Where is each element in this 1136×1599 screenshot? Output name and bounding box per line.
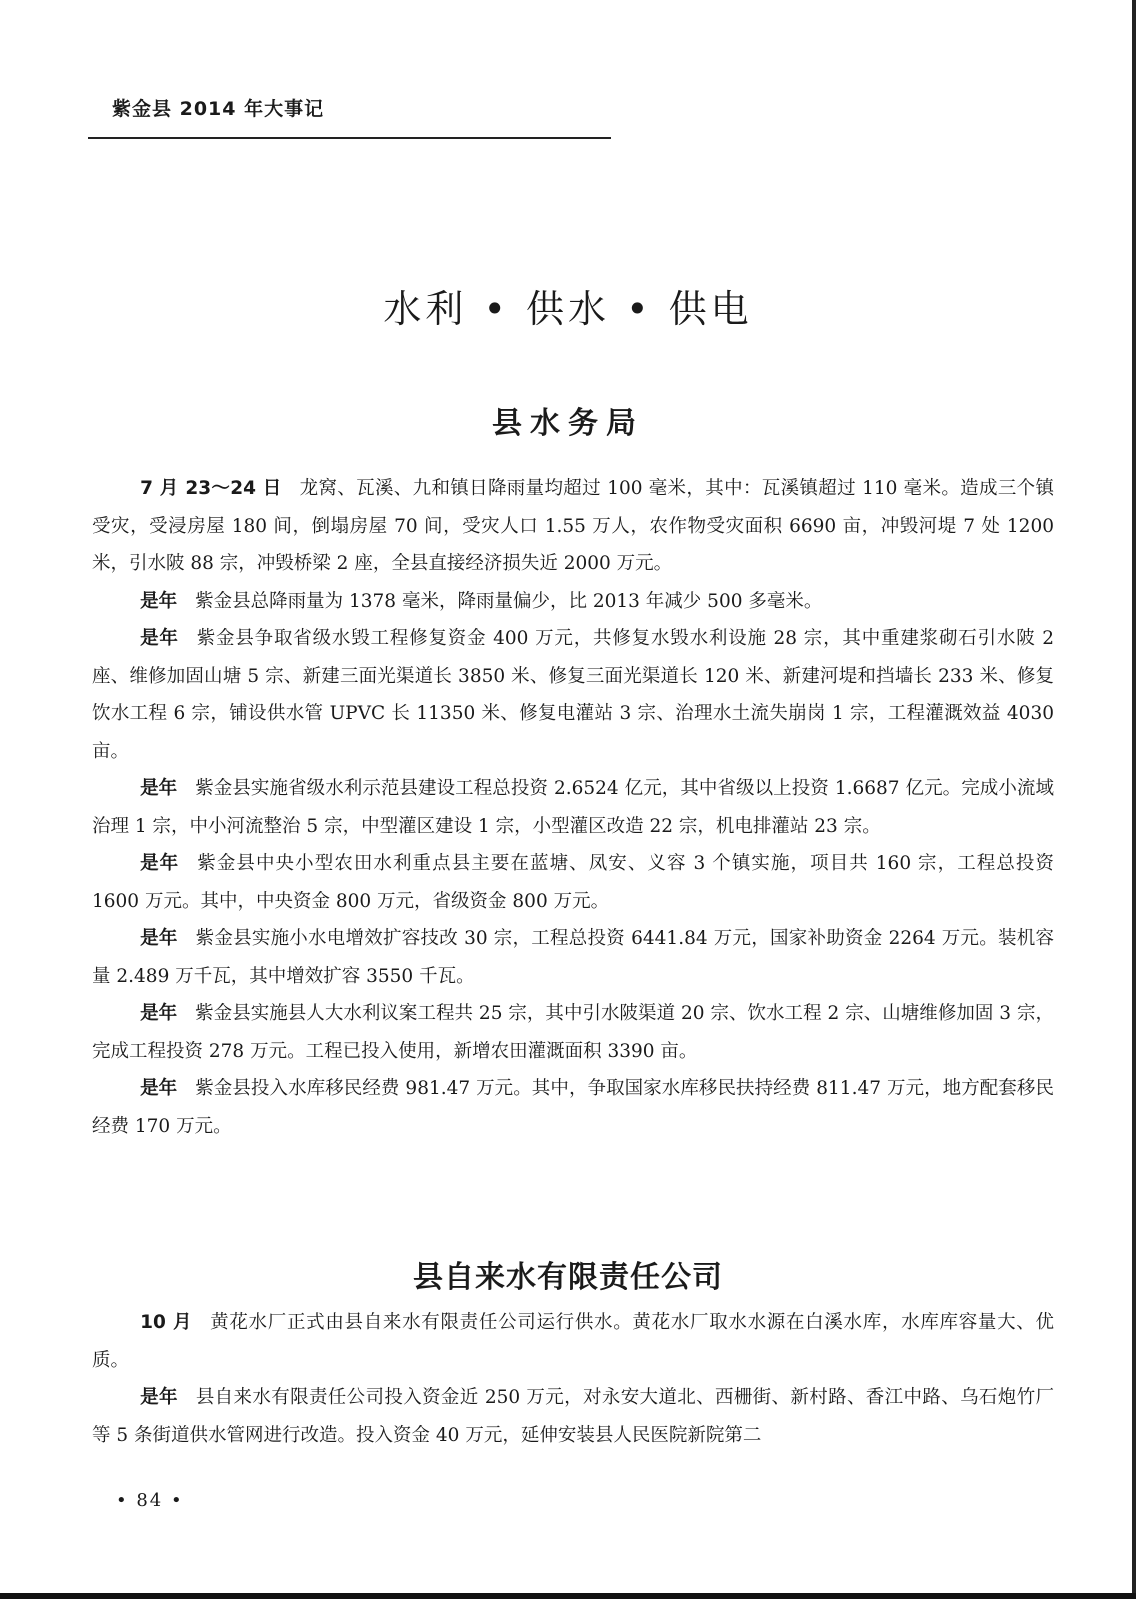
page-number: • 84 • — [116, 1490, 184, 1511]
entry-paragraph — [92, 995, 1054, 1070]
scan-edge-bottom — [0, 1593, 1136, 1599]
entry-date: 是年 — [140, 1078, 178, 1099]
entry-paragraph — [92, 583, 1054, 621]
entry-text: 紫金县实施小水电增效扩容技改 30 宗，工程总投资 6441.84 万元，国家补助资金 2264 万元。装机容量 2.489 万千瓦，其中增效扩容 3550 千瓦。 — [92, 928, 1054, 987]
entry-date: 是年 — [140, 1003, 178, 1024]
entry-text: 紫金县争取省级水毁工程修复资金 400 万元，共修复水毁水利设施 28 宗，其中重建浆砌石引水陂 2 座、维修加固山塘 5 宗、新建三面光渠道长 3850 米、修复三面光渠道长 120 米、新建河堤和挡墙长 233 米、修复饮水工程 6 宗，铺设供水管 UPVC 长 11350 米、修复电灌站 3 宗、治理水土流失崩岗 1 宗，工程灌溉效益 4030 亩。 — [92, 628, 1054, 762]
entry-paragraph — [92, 620, 1054, 770]
entry-text: 龙窝、瓦溪、九和镇日降雨量均超过 100 毫米，其中：瓦溪镇超过 110 毫米。造成三个镇受灾，受浸房屋 180 间，倒塌房屋 70 间，受灾人口 1.55 万人，农作物受灾面积 6690 亩，冲毁河堤 7 处 1200 米，引水陂 88 宗，冲毁桥梁 2 座，全县直接经济损失近 2000 万元。 — [92, 478, 1054, 574]
chapter-title: 水利 • 供水 • 供电 — [383, 287, 753, 331]
entry-date: 是年 — [140, 628, 179, 649]
entry-text: 黄花水厂正式由县自来水有限责任公司运行供水。黄花水厂取水水源在白溪水库，水库库容量大、优质。 — [92, 1312, 1054, 1371]
entry-text: 紫金县中央小型农田水利重点县主要在蓝塘、凤安、义容 3 个镇实施，项目共 160 宗，工程总投资 1600 万元。其中，中央资金 800 万元，省级资金 800 万元。 — [92, 853, 1054, 912]
entry-paragraph — [92, 1379, 1054, 1454]
entry-paragraph — [92, 770, 1054, 845]
section-title-water-bureau: 县水务局 — [492, 406, 644, 441]
entry-text: 紫金县实施县人大水利议案工程共 25 宗，其中引水陂渠道 20 宗、饮水工程 2 宗、山塘维修加固 3 宗，完成工程投资 278 万元。工程已投入使用，新增农田灌溉面积 3390 亩。 — [92, 1003, 1054, 1062]
entry-date: 10 月 — [140, 1312, 193, 1333]
section-body-water-company — [92, 1304, 1054, 1454]
entry-text: 紫金县投入水库移民经费 981.47 万元。其中，争取国家水库移民扶持经费 811.47 万元，地方配套移民经费 170 万元。 — [92, 1078, 1054, 1137]
header-rule — [88, 137, 611, 139]
entry-date: 是年 — [140, 1387, 178, 1408]
entry-date: 是年 — [140, 928, 178, 949]
entry-text: 紫金县总降雨量为 1378 毫米，降雨量偏少，比 2013 年减少 500 多毫米。 — [195, 590, 823, 612]
scan-edge — [1132, 0, 1136, 1599]
entry-paragraph — [92, 845, 1054, 920]
section-body-water-bureau — [92, 470, 1054, 1145]
entry-date: 是年 — [140, 853, 180, 874]
entry-date: 7 月 23～24 日 — [140, 478, 282, 499]
entry-text: 紫金县实施省级水利示范县建设工程总投资 2.6524 亿元，其中省级以上投资 1.6687 亿元。完成小流域治理 1 宗，中小河流整治 5 宗，中型灌区建设 1 宗，小型灌区改造 22 宗，机电排灌站 23 宗。 — [92, 778, 1054, 837]
running-head: 紫金县 2014 年大事记 — [112, 98, 325, 120]
entry-text: 县自来水有限责任公司投入资金近 250 万元，对永安大道北、西栅街、新村路、香江中路、乌石炮竹厂等 5 条街道供水管网进行改造。投入资金 40 万元，延伸安装县人民医院新院第二 — [92, 1387, 1054, 1446]
entry-paragraph — [92, 1304, 1054, 1379]
entry-paragraph — [92, 920, 1054, 995]
entry-paragraph — [92, 470, 1054, 583]
entry-date: 是年 — [140, 590, 178, 612]
entry-paragraph — [92, 1070, 1054, 1145]
section-title-water-company: 县自来水有限责任公司 — [413, 1260, 723, 1295]
entry-date: 是年 — [140, 778, 178, 799]
